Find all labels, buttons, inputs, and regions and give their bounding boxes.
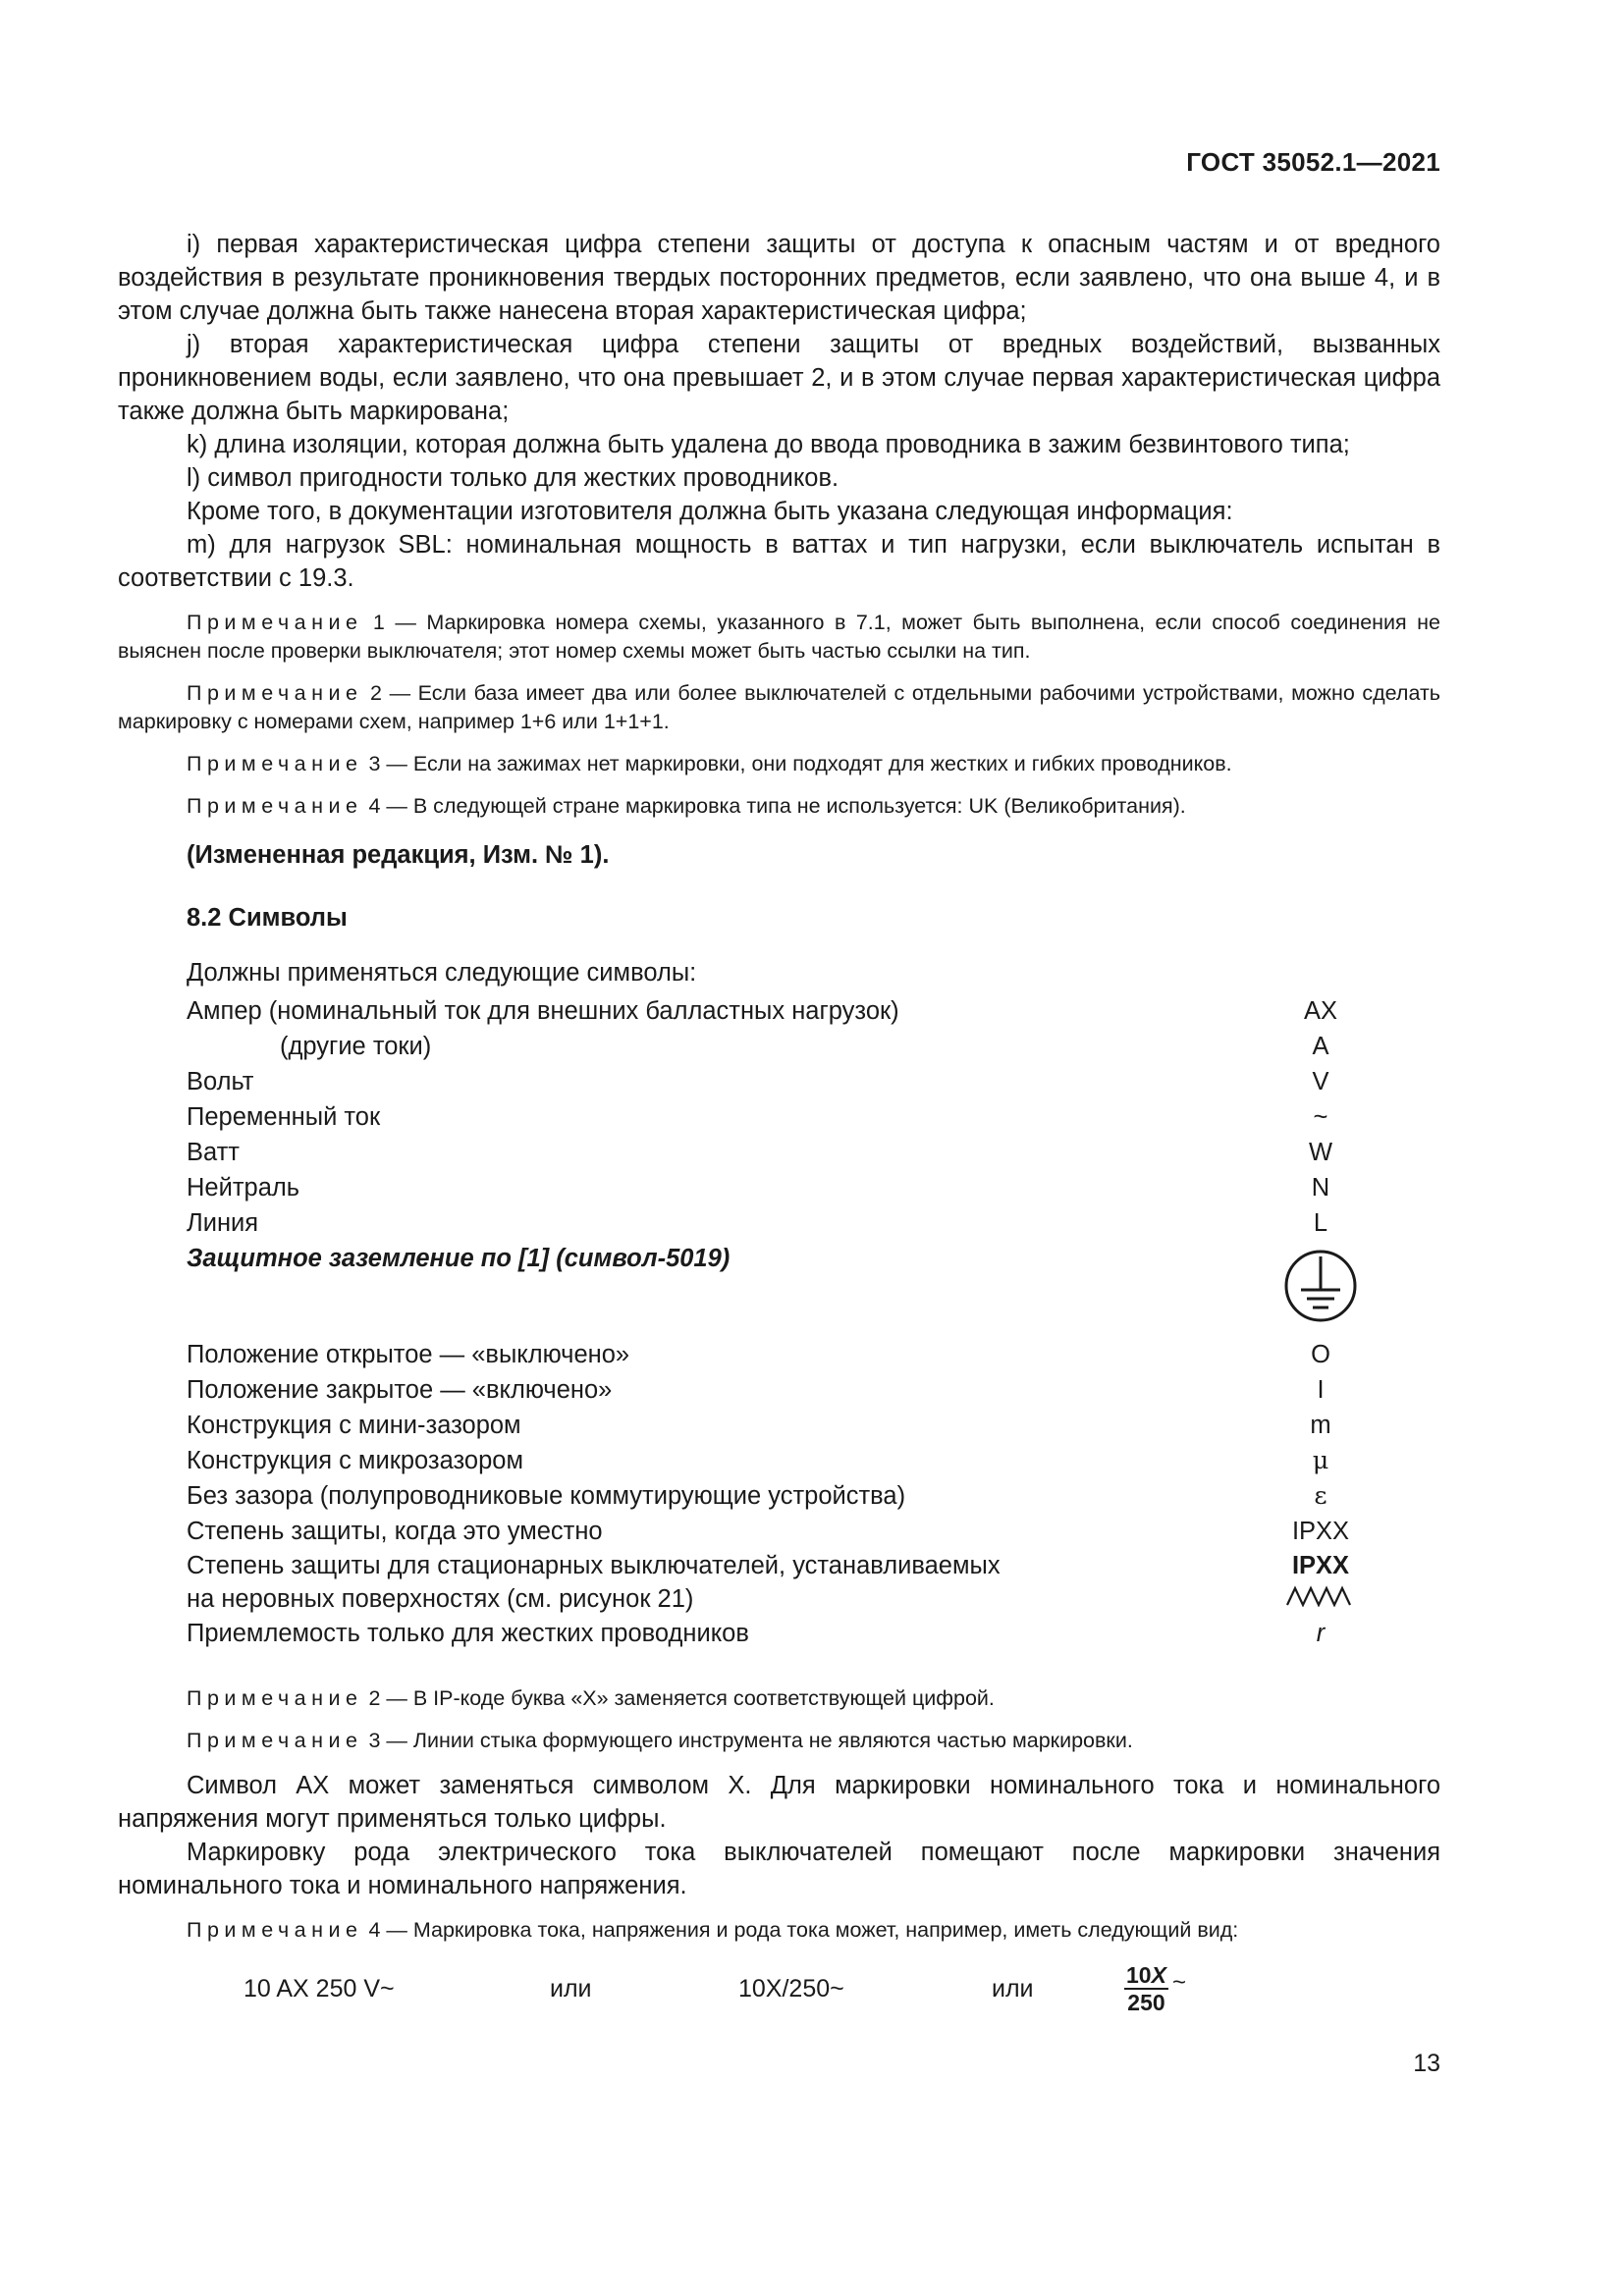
symbol-row bbox=[187, 1549, 1375, 1616]
edition-note: (Измененная редакция, Изм. № 1). bbox=[187, 841, 610, 869]
uneven-surface-icon bbox=[1286, 1585, 1355, 1607]
symbol-value: V bbox=[1312, 1068, 1329, 1095]
document-body bbox=[118, 228, 1440, 2015]
example-fraction bbox=[1124, 1962, 1168, 2015]
symbol-value: IPXX bbox=[1291, 1518, 1350, 1545]
note-label: Примечание bbox=[187, 611, 363, 634]
note-text: 3 — Если на зажимах нет маркировки, они подходят для жестких и гибких проводников. bbox=[368, 752, 1232, 775]
symbol-name: Приемлемость только для жестких проводников bbox=[187, 1620, 749, 1647]
symbol-name: Степень защиты, когда это уместно bbox=[187, 1518, 603, 1545]
symbol-row bbox=[187, 1337, 1375, 1372]
section-title: 8.2 Символы bbox=[187, 904, 348, 932]
symbol-row bbox=[187, 1408, 1375, 1443]
symbol-value: O bbox=[1311, 1341, 1330, 1368]
symbol-name: Ватт bbox=[187, 1139, 240, 1166]
symbol-value: μ bbox=[1312, 1446, 1329, 1475]
note-text: 2 — В IP-коде буква «X» заменяется соответствующей цифрой. bbox=[368, 1686, 995, 1710]
note-label: Примечание bbox=[187, 794, 363, 818]
paragraph-manufacturer-docs: Кроме того, в документации изготовителя должна быть указана следующая информация: bbox=[187, 498, 1233, 525]
marking-example bbox=[118, 1962, 1440, 2015]
symbol-row bbox=[187, 1443, 1375, 1478]
symbol-value: A bbox=[1312, 1033, 1329, 1060]
note-4 bbox=[118, 792, 1440, 821]
document-code-header: ГОСТ 35052.1—2021 bbox=[1186, 147, 1440, 177]
note-text: 4 — Маркировка тока, напряжения и рода тока может, например, иметь следующий вид: bbox=[368, 1918, 1239, 1942]
symbol-row bbox=[187, 1029, 1375, 1064]
symbol-value: AX bbox=[1303, 997, 1338, 1025]
symbol-value: ~ bbox=[1313, 1103, 1328, 1131]
paragraph-current-type: Маркировку рода электрического тока выключателей помещают после маркировки значения номинального тока и номинального напряжения. bbox=[118, 1839, 1440, 1899]
note-text: 4 — В следующей стране маркировка типа не используется: UK (Великобритания). bbox=[368, 794, 1186, 818]
symbol-row bbox=[187, 1064, 1375, 1099]
symbol-row bbox=[187, 1478, 1375, 1514]
symbol-name: Конструкция с микрозазором bbox=[187, 1447, 524, 1474]
list-item-l: l) символ пригодности только для жестких проводников. bbox=[187, 464, 839, 492]
symbol-name: Ампер (номинальный ток для внешних балластных нагрузок) bbox=[187, 997, 899, 1025]
symbol-name: Конструкция с мини-зазором bbox=[187, 1412, 521, 1439]
note-text: 2 — Если база имеет два или более выключателей с отдельными рабочими устройствами, можно сделать маркировку с номерами схем, например 1+6 или 1+1+1. bbox=[118, 681, 1440, 733]
symbol-name: Линия bbox=[187, 1209, 259, 1237]
symbols-table bbox=[118, 993, 1440, 1651]
symbol-name: Нейтраль bbox=[187, 1174, 300, 1201]
list-item-j: j) вторая характеристическая цифра степени защиты от вредных воздействий, вызванных проникновением воды, если заявлено, что она превышает 2, и в этом случае первая характеристическая цифра также должна быть маркирована; bbox=[118, 331, 1440, 425]
symbol-value: N bbox=[1311, 1174, 1330, 1201]
symbol-name: Защитное заземление по [1] (символ-5019) bbox=[187, 1245, 731, 1272]
page-number: 13 bbox=[1413, 2050, 1440, 2077]
symbol-value: m bbox=[1310, 1412, 1331, 1439]
symbol-name: Без зазора (полупроводниковые коммутирующие устройства) bbox=[187, 1482, 906, 1510]
symbol-name: Положение закрытое — «включено» bbox=[187, 1376, 613, 1404]
note-text: 3 — Линии стыка формующего инструмента не являются частью маркировки. bbox=[368, 1729, 1133, 1752]
note-3 bbox=[118, 750, 1440, 778]
protective-earth-icon bbox=[1283, 1247, 1358, 1325]
symbol-row bbox=[187, 1514, 1375, 1549]
symbol-row bbox=[187, 1170, 1375, 1205]
symbol-value bbox=[1267, 1549, 1375, 1616]
symbol-value: W bbox=[1308, 1139, 1333, 1166]
fraction-numerator: 10X bbox=[1126, 1962, 1166, 1988]
symbol-name bbox=[187, 1549, 1267, 1616]
symbol-name-line2: на неровных поверхностях (см. рисунок 21) bbox=[187, 1585, 694, 1613]
symbols-intro: Должны применяться следующие символы: bbox=[187, 959, 697, 987]
note-label: Примечание bbox=[187, 1686, 363, 1710]
note-label: Примечание bbox=[187, 1729, 363, 1752]
symbol-name: Переменный ток bbox=[187, 1103, 381, 1131]
note-bottom-4 bbox=[118, 1916, 1440, 1945]
note-label: Примечание bbox=[187, 681, 363, 705]
list-item-m: m) для нагрузок SBL: номинальная мощность в ваттах и тип нагрузки, если выключатель испытан в соответствии с 19.3. bbox=[118, 531, 1440, 592]
note-text: 1 — Маркировка номера схемы, указанного в 7.1, может быть выполнена, если способ соединения не выяснен после проверки выключателя; этот номер схемы может быть частью ссылки на тип. bbox=[118, 611, 1440, 663]
note-1 bbox=[118, 609, 1440, 666]
symbol-ipxx-bold: IPXX bbox=[1291, 1552, 1350, 1579]
list-item-k: k) длина изоляции, которая должна быть удалена до ввода проводника в зажим безвинтового типа; bbox=[187, 431, 1350, 458]
symbol-row bbox=[187, 1205, 1375, 1241]
note-label: Примечание bbox=[187, 752, 363, 775]
symbol-name-line1: Степень защиты для стационарных выключателей, устанавливаемых bbox=[187, 1552, 1001, 1579]
example-1: 10 AX 250 V~ bbox=[244, 1975, 395, 2002]
symbol-value: I bbox=[1317, 1376, 1325, 1404]
fraction-suffix: ~ bbox=[1171, 1969, 1186, 1996]
symbol-value: r bbox=[1316, 1620, 1326, 1647]
example-or-1: или bbox=[550, 1975, 592, 2002]
example-2: 10X/250~ bbox=[738, 1975, 844, 2002]
list-item-i: i) первая характеристическая цифра степени защиты от доступа к опасным частям и от вредного воздействия в результате проникновения твердых посторонних предметов, если заявлено, что она выше 4, и в этом случае должна быть также нанесена вторая характеристическая цифра; bbox=[118, 231, 1440, 325]
symbol-value: ε bbox=[1314, 1481, 1327, 1511]
example-or-2: или bbox=[992, 1975, 1034, 2002]
paragraph-ax-symbol: Символ AX может заменяться символом X. Для маркировки номинального тока и номинального напряжения могут применяться только цифры. bbox=[118, 1772, 1440, 1833]
symbol-row bbox=[187, 1099, 1375, 1135]
note-label: Примечание bbox=[187, 1918, 363, 1942]
symbol-value: L bbox=[1313, 1209, 1328, 1237]
symbol-row bbox=[187, 1135, 1375, 1170]
symbol-row bbox=[187, 1616, 1375, 1651]
note-mid-3 bbox=[118, 1727, 1440, 1755]
example-3 bbox=[1124, 1962, 1186, 2015]
symbol-name: Вольт bbox=[187, 1068, 254, 1095]
symbol-value bbox=[1267, 1241, 1375, 1335]
symbol-row bbox=[187, 993, 1375, 1029]
symbol-row bbox=[187, 1241, 1375, 1337]
note-mid-2 bbox=[118, 1684, 1440, 1713]
fraction-denominator: 250 bbox=[1127, 1990, 1165, 2015]
symbol-name: Положение открытое — «выключено» bbox=[187, 1341, 630, 1368]
symbol-row bbox=[187, 1372, 1375, 1408]
note-2 bbox=[118, 679, 1440, 736]
symbol-name: (другие токи) bbox=[280, 1033, 432, 1060]
